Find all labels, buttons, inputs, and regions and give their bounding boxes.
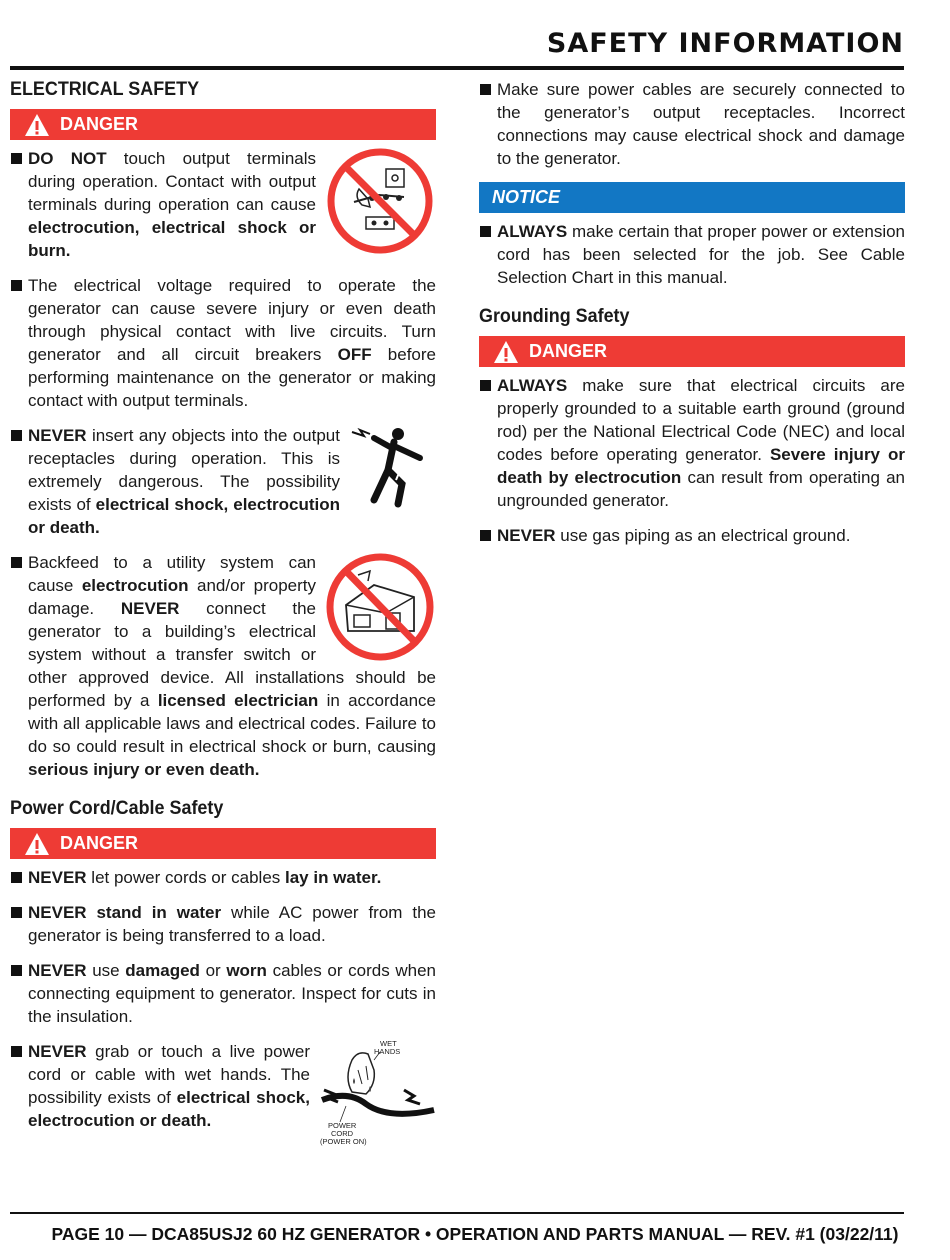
item-emphasis: NEVER bbox=[28, 426, 87, 445]
danger-label: DANGER bbox=[60, 114, 139, 134]
item-emphasis: worn bbox=[226, 961, 267, 980]
item-text: touch output terminals during operation. Contact with output terminals during operation can cause bbox=[28, 149, 317, 214]
bullet-square-icon bbox=[11, 1046, 22, 1057]
figure-label: WET bbox=[380, 1040, 397, 1048]
bullet-square-icon bbox=[480, 226, 491, 237]
right-column bbox=[479, 78, 905, 559]
list-item bbox=[479, 374, 905, 512]
item-text: make sure that electrical circuits are properly grounded to a suitable earth ground (ground rod) per the National Electrical Code (NEC) and local codes before operating generator. bbox=[497, 376, 905, 464]
item-text: The electrical voltage required to operate the generator can cause severe injury or even death through physical contact with live circuits. Turn generator and all circuit breakers bbox=[28, 276, 436, 364]
bullet-square-icon bbox=[11, 965, 22, 976]
item-emphasis: NEVER bbox=[28, 868, 87, 887]
list-item bbox=[10, 551, 436, 781]
item-emphasis: ALWAYS bbox=[497, 222, 568, 241]
electric-shock-person-icon bbox=[348, 424, 436, 510]
list-item bbox=[10, 901, 436, 947]
list-item bbox=[10, 1040, 436, 1148]
item-text: Backfeed to a utility system can cause bbox=[28, 553, 316, 595]
item-text: connect the generator to a building’s electrical system without a transfer switch or other approved device. All installations should be performed by a bbox=[28, 599, 436, 710]
bullet-square-icon bbox=[11, 557, 22, 568]
item-text: in accordance with all applicable laws and electrical codes. Failure to do so could result in electrical shock or burn, causing bbox=[28, 691, 436, 756]
header-rule bbox=[10, 66, 904, 70]
figure-label: POWER bbox=[328, 1121, 357, 1130]
danger-banner bbox=[10, 109, 436, 140]
list-item bbox=[479, 78, 905, 170]
item-emphasis: serious injury or even death. bbox=[28, 760, 260, 779]
danger-label: DANGER bbox=[529, 341, 608, 361]
item-text: use bbox=[86, 961, 126, 980]
figure-label: CORD bbox=[331, 1129, 354, 1138]
danger-banner bbox=[10, 828, 436, 859]
item-text: and/or property damage. bbox=[28, 576, 317, 618]
list-item bbox=[10, 866, 436, 889]
list-item bbox=[10, 959, 436, 1028]
bullet-square-icon bbox=[480, 530, 491, 541]
list-item bbox=[479, 524, 905, 547]
page-title: SAFETY INFORMATION bbox=[546, 28, 904, 59]
bullet-square-icon bbox=[480, 84, 491, 95]
item-emphasis: NEVER bbox=[497, 526, 556, 545]
grounding-safety-heading: Grounding Safety bbox=[479, 305, 630, 327]
item-text: cables or cords when connecting equipment to generator. Inspect for cuts in the insulation. bbox=[28, 961, 436, 1026]
bullet-square-icon bbox=[480, 380, 491, 391]
bullet-square-icon bbox=[11, 872, 22, 883]
item-text: Make sure power cables are securely connected to the generator’s output receptacles. Incorrect connections may cause electrical shock and damage to the generator. bbox=[497, 80, 905, 168]
left-column bbox=[10, 78, 436, 1160]
item-text: grab or touch a live power cord or cable with wet hands. The possibility exists of bbox=[28, 1042, 310, 1107]
item-emphasis: Severe injury or death by electrocution bbox=[497, 445, 905, 487]
item-emphasis: electrocution, electrical shock or burn. bbox=[28, 218, 316, 260]
list-item bbox=[10, 147, 436, 262]
item-emphasis: NEVER bbox=[120, 599, 180, 618]
item-text: make certain that proper power or extension cord has been selected for the job. See Cable Selection Chart in this manual. bbox=[497, 222, 905, 287]
warning-triangle-icon bbox=[493, 340, 519, 364]
item-text: or bbox=[199, 961, 227, 980]
notice-banner bbox=[479, 182, 905, 213]
list-item bbox=[479, 220, 905, 289]
bullet-square-icon bbox=[11, 280, 22, 291]
no-touch-terminals-icon bbox=[324, 147, 436, 255]
figure-label: HANDS bbox=[374, 1047, 401, 1056]
item-emphasis: OFF bbox=[337, 345, 372, 364]
page-footer: PAGE 10 — DCA85USJ2 60 HZ GENERATOR • OPERATION AND PARTS MANUAL — REV. #1 (03/22/11) bbox=[51, 1224, 899, 1244]
item-emphasis: electrocution bbox=[81, 576, 189, 595]
bullet-square-icon bbox=[11, 907, 22, 918]
item-emphasis: DO NOT bbox=[28, 149, 107, 168]
item-emphasis: lay in water. bbox=[285, 868, 382, 887]
item-emphasis: licensed electrician bbox=[157, 691, 319, 710]
item-text: can result from operating an ungrounded generator. bbox=[497, 468, 905, 510]
item-emphasis: NEVER bbox=[28, 1042, 87, 1061]
item-text: let power cords or cables bbox=[86, 868, 285, 887]
danger-banner bbox=[479, 336, 905, 367]
figure-label: (POWER ON) bbox=[320, 1137, 367, 1146]
electrical-safety-heading: ELECTRICAL SAFETY bbox=[10, 78, 200, 100]
list-item bbox=[10, 424, 436, 539]
no-backfeed-house-icon bbox=[324, 551, 436, 663]
item-emphasis: damaged bbox=[125, 961, 200, 980]
bullet-square-icon bbox=[11, 153, 22, 164]
danger-label: DANGER bbox=[60, 833, 139, 853]
item-emphasis: electrical shock, electrocution or death. bbox=[28, 1088, 310, 1130]
wet-hands-power-cord-icon bbox=[318, 1040, 436, 1148]
list-item bbox=[10, 274, 436, 412]
power-cord-heading: Power Cord/Cable Safety bbox=[10, 797, 224, 819]
item-text: insert any objects into the output receptacles during operation. This is extremely dangerous. The possibility exists of bbox=[28, 426, 340, 514]
warning-triangle-icon bbox=[24, 832, 50, 856]
notice-label: NOTICE bbox=[492, 187, 561, 207]
item-text: while AC power from the generator is being transferred to a load. bbox=[28, 903, 436, 945]
footer-rule bbox=[10, 1212, 904, 1214]
item-emphasis: NEVER stand in water bbox=[28, 903, 222, 922]
item-text: use gas piping as an electrical ground. bbox=[555, 526, 851, 545]
warning-triangle-icon bbox=[24, 113, 50, 137]
item-emphasis: ALWAYS bbox=[497, 376, 568, 395]
item-text: before performing maintenance on the generator or making contact with output terminals. bbox=[28, 345, 436, 410]
bullet-square-icon bbox=[11, 430, 22, 441]
item-emphasis: electrical shock, electrocution or death. bbox=[28, 495, 340, 537]
item-emphasis: NEVER bbox=[28, 961, 87, 980]
